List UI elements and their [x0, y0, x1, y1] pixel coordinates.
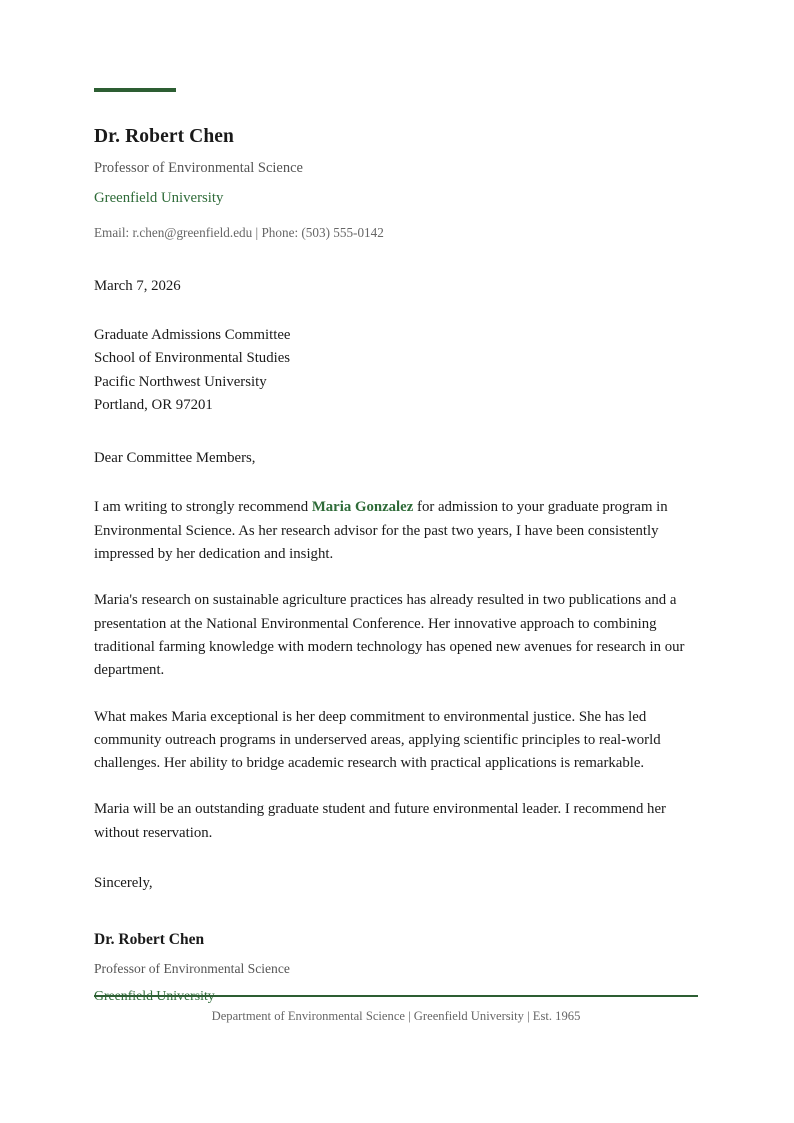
recipient-line: Portland, OR 97201 — [94, 396, 213, 413]
body-paragraph-2: Maria's research on sustainable agriculture practices has already resulted in two publications and a presentation at the National Environmental Conference. Her innovative approach to combining traditional farming knowledge with modern technology has opened new avenues for research in our department. — [94, 592, 685, 679]
body-paragraph-3: What makes Maria exceptional is her deep commitment to environmental justice. She has led community outreach programs in underserved areas, applying scientific principles to real-world challenges. Her ability to bridge academic research with practical applications is remarkable. — [94, 708, 661, 772]
letterhead — [94, 126, 698, 241]
recipient-address — [94, 324, 698, 417]
recipient-line: School of Environmental Studies — [94, 350, 291, 367]
body-paragraph-1 — [94, 496, 698, 566]
page-footer — [94, 995, 698, 1024]
letterhead-name: Dr. Robert Chen — [94, 126, 234, 147]
letter-body — [94, 496, 698, 845]
paragraph-1-before-name: I am writing to strongly recommend — [94, 499, 312, 516]
letterhead-title: Professor of Environmental Science — [94, 160, 303, 177]
signature-title: Professor of Environmental Science — [94, 961, 290, 977]
paragraph-1-after-name: for admission to your graduate program in Environmental Science. As her research advisor for the past two years, I have been consistently impressed by her dedication and insight. — [94, 499, 668, 563]
signature-block — [94, 931, 698, 1005]
recipient-line: Pacific Northwest University — [94, 373, 267, 390]
candidate-name-highlight: Maria Gonzalez — [311, 499, 414, 516]
footer-divider — [94, 995, 698, 997]
letter-date: March 7, 2026 — [94, 277, 181, 294]
footer-text: Department of Environmental Science | Greenfield University | Est. 1965 — [211, 1009, 581, 1023]
letterhead-contact: Email: r.chen@greenfield.edu | Phone: (503) 555-0142 — [94, 224, 384, 240]
accent-bar — [94, 88, 176, 92]
signature-name: Dr. Robert Chen — [94, 931, 205, 949]
body-paragraph-4: Maria will be an outstanding graduate student and future environmental leader. I recommend her without reservation. — [94, 801, 666, 841]
letterhead-organization: Greenfield University — [94, 189, 224, 206]
recipient-line: Graduate Admissions Committee — [94, 326, 291, 343]
salutation: Dear Committee Members, — [94, 450, 256, 467]
closing-line: Sincerely, — [94, 875, 153, 892]
